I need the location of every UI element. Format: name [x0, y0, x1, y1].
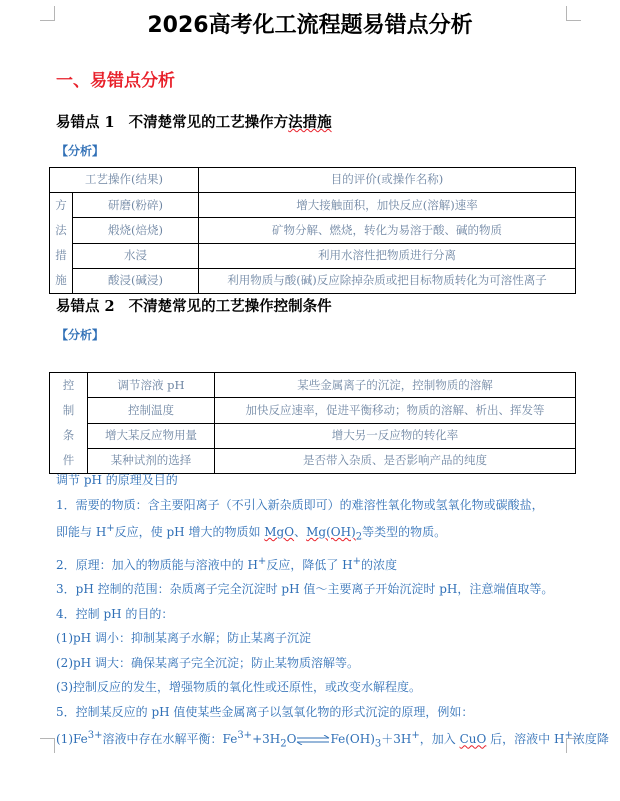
group-char: 法 [55, 223, 67, 237]
table-cell: 水浸 [73, 243, 199, 268]
point2-group-label [50, 373, 88, 474]
table-cell: 控制温度 [88, 398, 215, 423]
table-cell: 利用水溶性把物质进行分离 [199, 243, 576, 268]
point2-number: 易错点 2 [56, 298, 115, 315]
group-char: 控 [62, 378, 75, 392]
group-char: 方 [55, 198, 67, 212]
text-run: ，加入 [419, 732, 460, 747]
point2-heading [56, 295, 332, 316]
text-run: 的浓度 [360, 557, 397, 572]
body-line [56, 517, 576, 550]
group-char: 条 [62, 428, 75, 442]
point1-header-operation: 工艺操作(结果) [50, 168, 199, 193]
table-cell: 加快反应速率，促进平衡移动；物质的溶解、析出、挥发等 [215, 398, 576, 423]
text-run: ＋3H [381, 732, 412, 747]
text-run: +3H [252, 732, 281, 747]
superscript: + [257, 555, 267, 567]
body-line: 1．需要的物质：含主要阳离子（不引入新杂质即可）的难溶性氧化物或氢氧化物或碳酸盐， [56, 497, 544, 512]
text-run: Fe(OH) [330, 732, 375, 747]
point1-header-purpose: 目的评价(或操作名称) [199, 168, 576, 193]
body-text [56, 468, 609, 757]
equilibrium-arrow-icon [296, 735, 330, 745]
group-char: 施 [55, 273, 67, 287]
text-run: 即能与 H [56, 525, 107, 539]
point2-table [49, 372, 576, 474]
body-line: (2)pH 调大：确保某离子完全沉淀；防止某物质溶解等。 [56, 655, 359, 670]
text-run: 反应，降低了 H [266, 557, 353, 572]
text-run: 反应，使 pH 增大的物质如 [114, 525, 265, 539]
table-cell: 增大接触面积，加快反应(溶解)速率 [199, 193, 576, 218]
section-heading: 一、易错点分析 [56, 71, 175, 91]
superscript: + [352, 555, 361, 567]
text-run: 等类型的物质。 [362, 525, 447, 539]
superscript: + [411, 730, 420, 742]
table-cell: 是否带入杂质、是否影响产品的纯度 [215, 448, 576, 473]
point1-number: 易错点 1 [56, 114, 115, 131]
table-cell: 酸浸(碱浸) [73, 268, 199, 293]
table-cell: 利用物质与酸(碱)反应除掉杂质或把目标物质转化为可溶性离子 [199, 268, 576, 293]
text-run: 、 [294, 525, 307, 539]
page-title: 2026高考化工流程题易错点分析 [147, 13, 473, 38]
text-run: 后，溶液中 H [486, 732, 565, 747]
body-line: 3．pH 控制的范围：杂质离子完全沉淀时 pH 值～主要离子开始沉淀时 pH，注意端值取等。 [56, 582, 554, 597]
superscript: + [106, 523, 115, 534]
table-cell: 调节溶液 pH [88, 373, 215, 398]
text-run: O [286, 732, 297, 747]
body-line: (3)控制反应的发生，增强物质的氧化性或还原性，或改变水解程度。 [56, 680, 422, 695]
text-run: Mg(OH) [306, 525, 356, 539]
table-cell: 研磨(粉碎) [73, 193, 199, 218]
table-cell: 煅烧(焙烧) [73, 218, 199, 243]
subscript: 2 [355, 531, 363, 543]
body-line [56, 724, 609, 757]
group-char: 措 [55, 248, 67, 262]
text-run: 溶液中存在水解平衡：Fe [102, 732, 238, 747]
table-cell: 增大另一反应物的转化率 [215, 423, 576, 448]
superscript: 3+ [237, 730, 253, 742]
body-line: 调节 pH 的原理及目的 [56, 473, 178, 487]
text-run: (1)Fe [56, 732, 88, 747]
formula-mgoh2 [306, 525, 363, 543]
formula-cuo: CuO [459, 732, 487, 747]
body-line: 5．控制某反应的 pH 值使某些金属离子以氢氧化物的形式沉淀的原理，例如： [56, 704, 474, 719]
point1-table [49, 167, 576, 294]
text-run: 浓度降 [572, 732, 609, 747]
body-line: (1)pH 调小：抑制某离子水解；防止某离子沉淀 [56, 631, 311, 646]
superscript: 3+ [87, 730, 103, 742]
table-cell: 增大某反应物用量 [88, 423, 215, 448]
body-line: 4．控制 pH 的目的： [56, 606, 174, 621]
table-cell: 某些金属离子的沉淀，控制物质的溶解 [215, 373, 576, 398]
corner-mark-bottom-left [40, 738, 55, 753]
group-char: 制 [62, 403, 75, 417]
point1-heading [56, 111, 332, 132]
point1-group-label [50, 193, 73, 294]
subscript: 2 [280, 738, 287, 750]
point1-text-a: 不清楚常见的工艺操作方 [128, 114, 289, 131]
point2-text: 不清楚常见的工艺操作控制条件 [128, 298, 332, 315]
point1-analysis-label: 【分析】 [56, 144, 105, 158]
formula-mgo: MgO [264, 525, 295, 539]
superscript: + [564, 730, 573, 742]
group-char: 件 [62, 453, 75, 467]
point1-text-b: 法措施 [288, 114, 332, 131]
text-run: 2．原理：加入的物质能与溶液中的 H [56, 557, 258, 572]
table-cell: 矿物分解、燃烧，转化为易溶于酸、碱的物质 [199, 218, 576, 243]
table-cell: 某种试剂的选择 [88, 448, 215, 473]
body-line [56, 550, 576, 578]
subscript: 3 [374, 738, 382, 750]
point2-analysis-label: 【分析】 [56, 328, 105, 342]
